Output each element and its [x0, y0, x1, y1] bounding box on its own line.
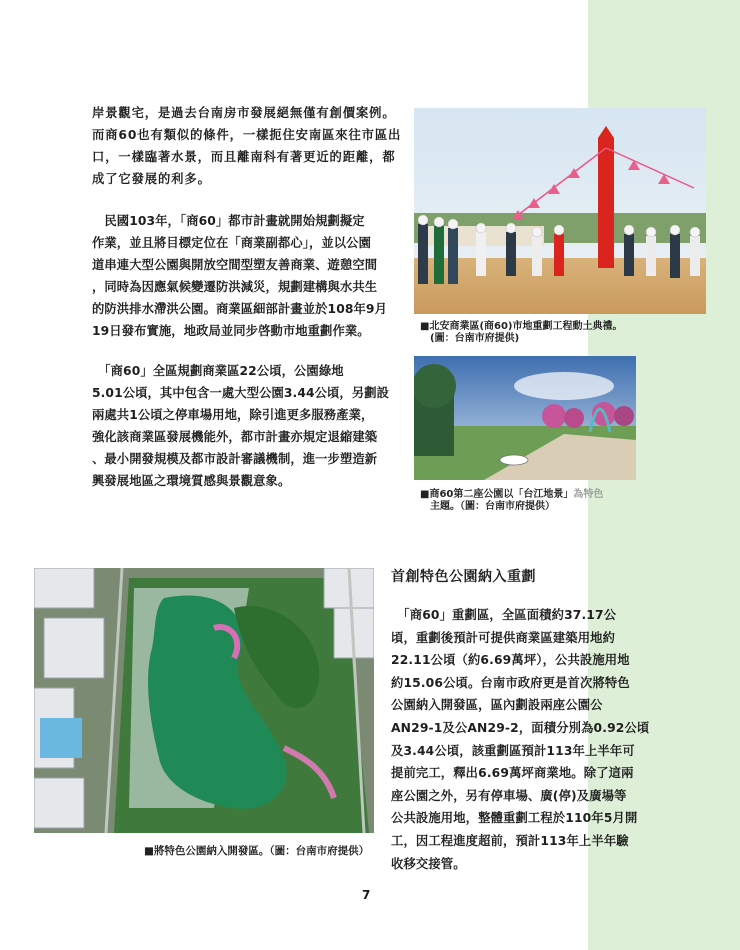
text-line: 19日發布實施，地政局並同步啓動市地重劃作業。 [92, 324, 370, 338]
text-line: 收移交接管。 [391, 856, 466, 871]
section-heading: 首創特色公園納入重劃 [391, 569, 536, 585]
caption-line: ■北安商業區(商60)市地重劃工程動土典禮。 [420, 321, 623, 332]
text-line: 5.01公頃，其中包含一處大型公園3.44公頃，另劃設 [92, 386, 390, 400]
text-line: 座公園之外，另有停車場、廣(停)及廣場等 [391, 788, 627, 803]
zoning-paragraph [92, 360, 402, 492]
text-line: 工，因工程進度超前，預計113年上半年驗 [391, 833, 629, 848]
text-line: 及3.44公頃，該重劃區預計113年上半年可 [391, 743, 635, 758]
caption-line: ■將特色公園納入開發區。（圖：台南市府提供） [144, 845, 370, 857]
ceremony-photo-illustration [414, 108, 706, 314]
text-line: 口，一樣臨著水景，而且離南科有著更近的距離，都 [92, 150, 396, 164]
intro-paragraph [92, 102, 402, 190]
section-paragraph [391, 604, 653, 875]
ceremony-photo [414, 108, 706, 314]
text-line: 興發展地區之環境質感與景觀意象。 [92, 474, 291, 488]
text-line: 、最小開發規模及都市設計審議機制，進一步塑造新 [92, 452, 378, 466]
taijiang-park-photo [414, 356, 636, 480]
text-line: 而商60也有類似的條件，一樣扼住安南區來往市區出 [92, 128, 402, 142]
caption-line: ■商60第二座公園以「台江地景」為特色 [420, 489, 604, 500]
taijiang-park-illustration [414, 356, 636, 480]
text-line: 岸景觀宅，是過去台南房市發展絕無僅有創價案例。 [92, 106, 396, 120]
text-line: 作業，並且將目標定位在「商業副都心」，並以公園 [92, 236, 371, 250]
text-line: 成了它發展的利多。 [92, 172, 211, 186]
taijiang-park-caption [420, 489, 603, 513]
text-line: 「商60」全區規劃商業區22公頃，公園綠地 [92, 364, 344, 378]
text-line: 民國103年，「商60」都市計畫就開始規劃擬定 [92, 214, 365, 228]
text-line: 公園納入開發區，區內劃設兩座公園公 [391, 698, 603, 713]
text-line: 22.11公頃（約6.69萬坪），公共設施用地 [391, 653, 630, 668]
text-line: 頃，重劃後預計可提供商業區建築用地約 [391, 630, 616, 645]
page-number: 7 [362, 888, 371, 902]
text-line: 「商60」重劃區，全區面積約37.17公 [391, 608, 617, 622]
text-line: 約15.06公頃。台南市政府更是首次將特色 [391, 675, 630, 690]
ceremony-photo-caption [420, 321, 623, 345]
planning-paragraph [92, 210, 402, 342]
caption-line: 主題。（圖：台南市府提供） [420, 501, 555, 512]
text-line: 兩處共1公頃之停車場用地，除引進更多服務產業， [92, 408, 374, 422]
text-line: 公共設施用地，整體重劃工程於110年5月開 [391, 811, 638, 826]
aerial-park-photo [34, 568, 374, 833]
text-line: AN29-1及公AN29-2，面積分別為0.92公頃 [391, 720, 650, 735]
aerial-park-illustration [34, 568, 374, 833]
text-line: 強化該商業區發展機能外，都市計畫亦規定退縮建築 [92, 430, 378, 444]
text-line: ，同時為因應氣候變遷防洪減災，規劃建構與水共生 [92, 280, 378, 294]
caption-line: (圖：台南市府提供) [420, 333, 520, 344]
text-line: 道串連大型公園與開放空間型塑友善商業、遊憩空間 [92, 258, 378, 272]
text-line: 的防洪排水滯洪公園。商業區細部計畫並於108年9月 [92, 302, 387, 316]
aerial-park-caption [144, 845, 369, 857]
text-line: 提前完工，釋出6.69萬坪商業地。除了這兩 [391, 766, 634, 781]
